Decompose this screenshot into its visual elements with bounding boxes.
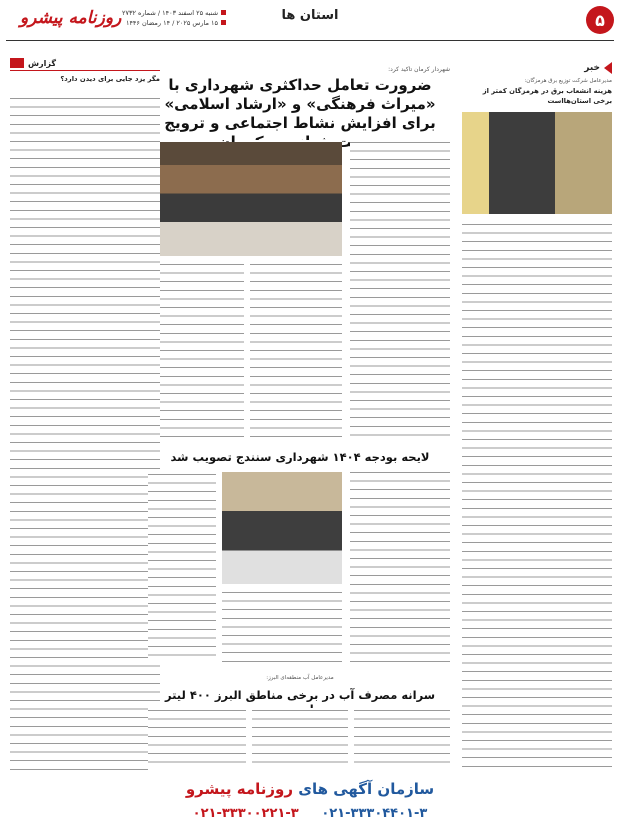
ad-title-part1: سازمان آگهی های xyxy=(298,780,435,798)
alborz-body-col-3 xyxy=(148,708,246,770)
news-brief-title: هزینه انشعاب برق در هرمزگان کمتر از برخی استان‌هااست xyxy=(482,87,612,105)
section-title: استان ها xyxy=(281,8,339,23)
report-box xyxy=(10,58,160,85)
newspaper-logo: روزنامه پیشرو xyxy=(20,8,122,28)
main-kicker: شهردار کرمان تاکید کرد: xyxy=(388,66,450,73)
ad-phone-2: ۰۲۱-۳۳۳۰۴۴۰۱-۳ xyxy=(321,806,428,821)
page-number: ۵ xyxy=(586,6,614,34)
sanandaj-body-col-3 xyxy=(148,472,216,662)
ad-phone-1: ۰۲۱-۳۳۳۰۰۲۲۱-۳ xyxy=(192,806,299,821)
news-brief-header xyxy=(462,62,612,74)
alborz-kicker: مدیرعامل آب منطقه‌ای البرز: xyxy=(266,675,334,681)
ad-title xyxy=(8,780,612,798)
report-body xyxy=(10,96,160,770)
alborz-body-col-2 xyxy=(252,708,348,770)
date-line-1: شنبه ۲۵ اسفند ۱۴۰۳ / شماره ۲۷۳۲ xyxy=(122,8,226,18)
date-line-2: ۱۵ مارس ۲۰۲۵ / ۱۴ رمضان ۱۴۴۶ xyxy=(122,18,226,28)
alborz-headline: سرانه مصرف آب در برخی مناطق البرز ۴۰۰ لیتر xyxy=(164,688,436,702)
ad-phones xyxy=(8,806,612,821)
alborz-body-col-1 xyxy=(354,708,450,770)
news-brief-body xyxy=(462,222,612,770)
meeting-photo xyxy=(148,142,342,256)
advertisement-banner xyxy=(8,776,612,830)
report-header xyxy=(10,58,160,71)
sanandaj-body-col-1 xyxy=(350,470,450,662)
chevron-icon xyxy=(604,62,612,74)
page-header xyxy=(0,0,620,54)
official-portrait-photo xyxy=(462,112,612,214)
news-brief xyxy=(462,62,612,106)
sanandaj-headline: لایحه بودجه ۱۴۰۴ شهرداری سنندج تصویب شد xyxy=(170,450,430,464)
sanandaj-body-col-2 xyxy=(222,590,342,662)
council-photo xyxy=(222,472,342,584)
news-brief-label: خبر xyxy=(584,63,600,73)
news-brief-subtitle: مدیرعامل شرکت توزیع برق هرمزگان: xyxy=(524,78,612,84)
main-headline: ضرورت تعامل حداکثری شهرداری با «میراث فرهنگی» و «ارشاد اسلامی» برای افزایش نشاط اجتماعی و ترویج xyxy=(164,76,436,132)
main-body-col-4 xyxy=(148,262,244,440)
report-label: گزارش xyxy=(28,58,57,68)
report-icon xyxy=(10,58,24,68)
main-body-col-3 xyxy=(250,262,342,440)
ad-title-part2: روزنامه پیشرو xyxy=(185,780,293,798)
issue-date xyxy=(122,8,226,28)
report-title: مگر یزد جایی برای دیدن دارد؟ xyxy=(60,75,160,83)
main-body-col-1 xyxy=(350,140,450,440)
header-divider xyxy=(6,40,614,41)
